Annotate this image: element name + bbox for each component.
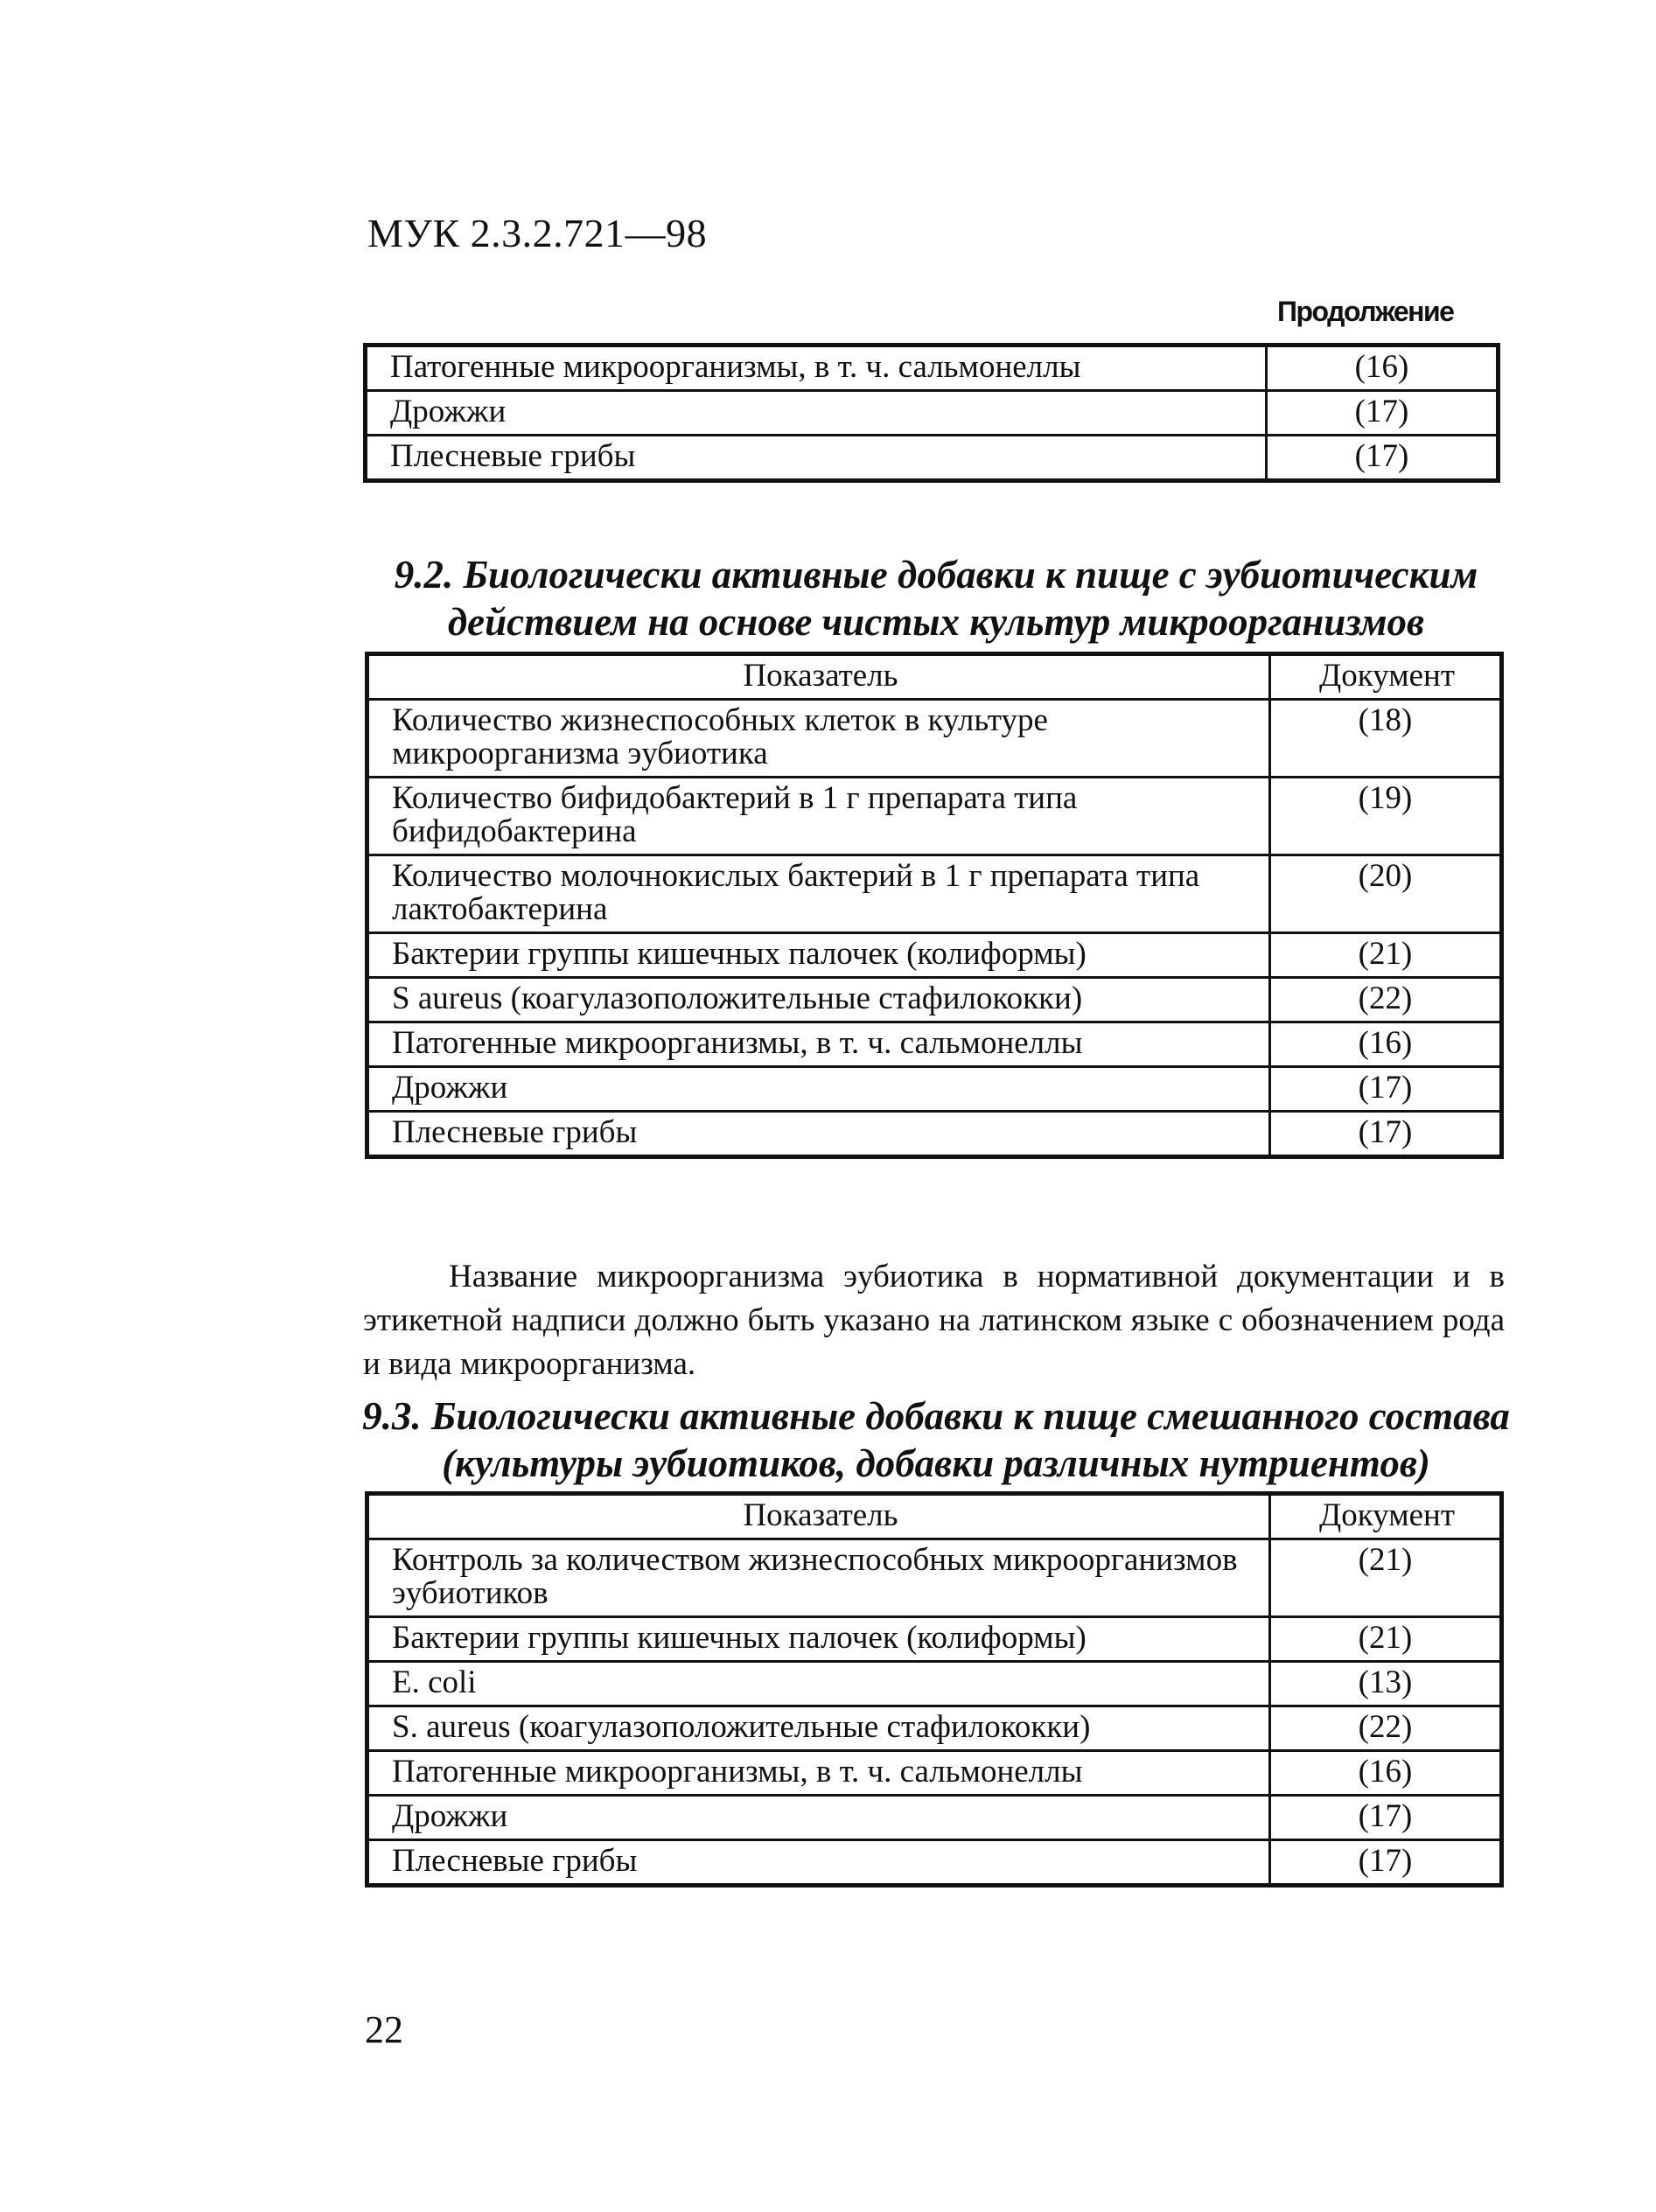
indicator-cell: Контроль за количеством жизнеспособных микроорганизмов эубиотиков — [367, 1539, 1270, 1617]
section-title-9-2 — [324, 551, 1548, 645]
indicator-cell: S. aureus (коагулазоположительные стафилококки) — [367, 1706, 1270, 1751]
document-cell: (22) — [1270, 1706, 1502, 1751]
document-cell: (21) — [1270, 1617, 1502, 1662]
indicator-cell: E. coli — [367, 1662, 1270, 1706]
document-cell: (17) — [1267, 436, 1499, 481]
table-row — [367, 1112, 1502, 1157]
table-row — [366, 391, 1499, 436]
document-cell: (20) — [1270, 855, 1502, 933]
section-title-line: (культуры эубиотиков, добавки различных нутриентов) — [442, 1441, 1430, 1485]
header-document: Документ — [1270, 1494, 1502, 1539]
table-header-row — [367, 654, 1502, 700]
section-title-line: 9.3. Биологически активные добавки к пище смешанного состава — [362, 1394, 1510, 1438]
document-cell: (16) — [1267, 345, 1499, 391]
indicator-cell: S aureus (коагулазоположительные стафилококки) — [367, 978, 1270, 1022]
document-cell: (21) — [1270, 933, 1502, 978]
document-cell: (17) — [1270, 1840, 1502, 1886]
indicator-cell: Плесневые грибы — [367, 1840, 1270, 1886]
table-row — [367, 978, 1502, 1022]
indicator-cell: Дрожжи — [366, 391, 1267, 436]
table-row — [367, 1751, 1502, 1796]
table-row — [367, 1662, 1502, 1706]
indicator-cell: Патогенные микроорганизмы, в т. ч. сальмонеллы — [367, 1022, 1270, 1067]
table-row — [367, 1617, 1502, 1662]
table-row — [367, 1022, 1502, 1067]
document-cell: (17) — [1270, 1796, 1502, 1840]
document-cell: (16) — [1270, 1751, 1502, 1796]
document-cell: (19) — [1270, 778, 1502, 855]
table-row — [367, 1840, 1502, 1886]
page-number: 22 — [365, 2008, 403, 2051]
indicator-cell: Количество жизнеспособных клеток в культуре микроорганизма эубиотика — [367, 700, 1270, 778]
table-row — [367, 1067, 1502, 1112]
indicator-cell: Плесневые грибы — [366, 436, 1267, 481]
table-row — [367, 855, 1502, 933]
indicator-cell: Бактерии группы кишечных палочек (колиформы) — [367, 1617, 1270, 1662]
indicator-cell: Плесневые грибы — [367, 1112, 1270, 1157]
header-document: Документ — [1270, 654, 1502, 700]
header-indicator: Показатель — [367, 654, 1270, 700]
document-cell: (21) — [1270, 1539, 1502, 1617]
document-cell: (17) — [1270, 1067, 1502, 1112]
document-cell: (22) — [1270, 978, 1502, 1022]
table-row — [366, 345, 1499, 391]
table-header-row — [367, 1494, 1502, 1539]
indicator-cell: Бактерии группы кишечных палочек (колиформы) — [367, 933, 1270, 978]
section-title-line: действием на основе чистых культур микроорганизмов — [447, 600, 1425, 644]
indicator-cell: Количество молочнокислых бактерий в 1 г препарата типа лактобактерина — [367, 855, 1270, 933]
body-paragraph: Название микроорганизма эубиотика в нормативной документации и в этикетной надписи должно быть указано на латинском языке с обозначением рода и вида микроорганизма. — [363, 1259, 1505, 1382]
document-header: МУК 2.3.2.721—98 — [367, 211, 708, 255]
indicator-cell: Дрожжи — [367, 1067, 1270, 1112]
table-row — [366, 436, 1499, 481]
document-cell: (17) — [1270, 1112, 1502, 1157]
document-cell: (13) — [1270, 1662, 1502, 1706]
indicator-cell: Патогенные микроорганизмы, в т. ч. сальмонеллы — [366, 345, 1267, 391]
indicator-cell: Количество бифидобактерий в 1 г препарата типа бифидобактерина — [367, 778, 1270, 855]
table-eubiotic — [365, 652, 1504, 1159]
table-row — [367, 1706, 1502, 1751]
document-cell: (16) — [1270, 1022, 1502, 1067]
table-row — [367, 700, 1502, 778]
table-row — [367, 933, 1502, 978]
document-cell: (18) — [1270, 700, 1502, 778]
table-row — [367, 778, 1502, 855]
table-continued — [363, 343, 1500, 483]
section-title-9-3 — [324, 1392, 1548, 1487]
document-cell: (17) — [1267, 391, 1499, 436]
table-row — [367, 1796, 1502, 1840]
header-indicator: Показатель — [367, 1494, 1270, 1539]
section-title-line: 9.2. Биологически активные добавки к пище с эубиотическим — [394, 553, 1478, 597]
table-row — [367, 1539, 1502, 1617]
table-mixed-composition — [365, 1491, 1504, 1888]
indicator-cell: Дрожжи — [367, 1796, 1270, 1840]
indicator-cell: Патогенные микроорганизмы, в т. ч. сальмонеллы — [367, 1751, 1270, 1796]
continuation-label: Продолжение — [1277, 296, 1454, 327]
